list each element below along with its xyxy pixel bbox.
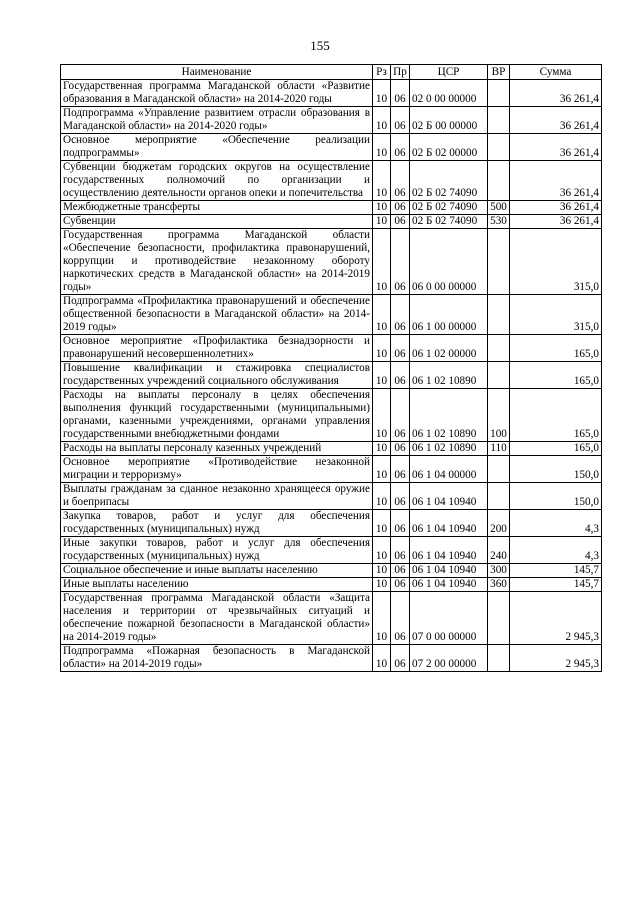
header-sum: Сумма [510, 65, 602, 80]
cell-sum: 2 945,3 [510, 645, 602, 672]
cell-rz: 10 [373, 201, 391, 215]
cell-name: Подпрограмма «Управление развитием отрасли образования в Магаданской области» на 2014-2020 годы» [61, 107, 373, 134]
table-row [61, 134, 602, 161]
cell-vr [488, 335, 510, 362]
cell-sum: 165,0 [510, 362, 602, 389]
table-row [61, 335, 602, 362]
table-row [61, 456, 602, 483]
table-row [61, 201, 602, 215]
cell-pr: 06 [391, 295, 410, 335]
table-body [61, 80, 602, 672]
cell-rz: 10 [373, 362, 391, 389]
header-vr: ВР [488, 65, 510, 80]
cell-sum: 145,7 [510, 564, 602, 578]
cell-csr: 02 Б 02 74090 [410, 161, 488, 201]
table-row [61, 578, 602, 592]
cell-pr: 06 [391, 564, 410, 578]
cell-pr: 06 [391, 80, 410, 107]
table-row [61, 215, 602, 229]
cell-sum: 36 261,4 [510, 134, 602, 161]
cell-vr: 110 [488, 442, 510, 456]
cell-vr: 500 [488, 201, 510, 215]
cell-sum: 4,3 [510, 510, 602, 537]
cell-rz: 10 [373, 645, 391, 672]
cell-vr: 360 [488, 578, 510, 592]
cell-pr: 06 [391, 161, 410, 201]
cell-name: Государственная программа Магаданской области «Защита населения и территории от чрезвычайных ситуаций и обеспечение пожарной безопасности в Магаданской области» на 2014-2019 годы» [61, 592, 373, 645]
cell-vr [488, 229, 510, 295]
cell-sum: 4,3 [510, 537, 602, 564]
cell-sum: 165,0 [510, 442, 602, 456]
cell-rz: 10 [373, 107, 391, 134]
cell-name: Основное мероприятие «Обеспечение реализации подпрограммы» [61, 134, 373, 161]
cell-pr: 06 [391, 215, 410, 229]
cell-csr: 06 1 04 10940 [410, 564, 488, 578]
table-row [61, 592, 602, 645]
cell-vr [488, 362, 510, 389]
cell-vr [488, 645, 510, 672]
cell-csr: 02 Б 00 00000 [410, 107, 488, 134]
cell-rz: 10 [373, 564, 391, 578]
cell-rz: 10 [373, 592, 391, 645]
cell-name: Межбюджетные трансферты [61, 201, 373, 215]
cell-name: Государственная программа Магаданской области «Обеспечение безопасности, профилактика правонарушений, коррупции и противодействие незаконному обороту наркотических средств в Магаданской области» на 2014-2019 годы» [61, 229, 373, 295]
cell-rz: 10 [373, 335, 391, 362]
cell-rz: 10 [373, 229, 391, 295]
cell-rz: 10 [373, 134, 391, 161]
cell-sum: 36 261,4 [510, 201, 602, 215]
cell-name: Государственная программа Магаданской области «Развитие образования в Магаданской области» на 2014-2020 годы [61, 80, 373, 107]
cell-sum: 315,0 [510, 295, 602, 335]
cell-csr: 06 1 04 10940 [410, 578, 488, 592]
cell-vr [488, 161, 510, 201]
cell-csr: 06 1 02 10890 [410, 389, 488, 442]
cell-pr: 06 [391, 107, 410, 134]
cell-pr: 06 [391, 134, 410, 161]
cell-vr [488, 134, 510, 161]
cell-sum: 165,0 [510, 335, 602, 362]
cell-csr: 06 1 04 10940 [410, 537, 488, 564]
table-header-row [61, 65, 602, 80]
cell-rz: 10 [373, 295, 391, 335]
cell-sum: 150,0 [510, 483, 602, 510]
header-pr: Пр [391, 65, 410, 80]
cell-csr: 07 0 00 00000 [410, 592, 488, 645]
cell-pr: 06 [391, 335, 410, 362]
table-row [61, 564, 602, 578]
cell-rz: 10 [373, 215, 391, 229]
cell-name: Повышение квалификации и стажировка специалистов государственных учреждений социального обслуживания [61, 362, 373, 389]
cell-pr: 06 [391, 510, 410, 537]
cell-pr: 06 [391, 201, 410, 215]
cell-name: Иные выплаты населению [61, 578, 373, 592]
cell-csr: 02 Б 02 74090 [410, 215, 488, 229]
cell-sum: 36 261,4 [510, 80, 602, 107]
cell-name: Подпрограмма «Профилактика правонарушений и обеспечение общественной безопасности в Магаданской области» на 2014-2019 годы» [61, 295, 373, 335]
cell-csr: 06 1 00 00000 [410, 295, 488, 335]
cell-csr: 06 1 02 00000 [410, 335, 488, 362]
table-row [61, 80, 602, 107]
table-row [61, 442, 602, 456]
cell-csr: 06 1 02 10890 [410, 442, 488, 456]
cell-sum: 36 261,4 [510, 215, 602, 229]
cell-rz: 10 [373, 483, 391, 510]
cell-pr: 06 [391, 362, 410, 389]
cell-csr: 06 1 04 10940 [410, 510, 488, 537]
table-row [61, 161, 602, 201]
header-rz: Рз [373, 65, 391, 80]
cell-pr: 06 [391, 537, 410, 564]
cell-vr [488, 592, 510, 645]
table-row [61, 537, 602, 564]
cell-rz: 10 [373, 80, 391, 107]
cell-pr: 06 [391, 645, 410, 672]
cell-sum: 145,7 [510, 578, 602, 592]
table-row [61, 362, 602, 389]
cell-name: Расходы на выплаты персоналу казенных учреждений [61, 442, 373, 456]
cell-pr: 06 [391, 389, 410, 442]
cell-csr: 06 0 00 00000 [410, 229, 488, 295]
table-row [61, 229, 602, 295]
cell-sum: 2 945,3 [510, 592, 602, 645]
cell-name: Подпрограмма «Пожарная безопасность в Магаданской области» на 2014-2019 годы» [61, 645, 373, 672]
cell-name: Выплаты гражданам за сданное незаконно хранящееся оружие и боеприпасы [61, 483, 373, 510]
cell-vr [488, 483, 510, 510]
cell-vr [488, 80, 510, 107]
table-row [61, 510, 602, 537]
cell-vr: 200 [488, 510, 510, 537]
table-row [61, 295, 602, 335]
cell-sum: 36 261,4 [510, 161, 602, 201]
cell-csr: 02 Б 02 00000 [410, 134, 488, 161]
cell-csr: 06 1 02 10890 [410, 362, 488, 389]
header-name: Наименование [61, 65, 373, 80]
cell-rz: 10 [373, 389, 391, 442]
cell-sum: 150,0 [510, 456, 602, 483]
cell-pr: 06 [391, 592, 410, 645]
cell-pr: 06 [391, 578, 410, 592]
cell-pr: 06 [391, 229, 410, 295]
cell-rz: 10 [373, 456, 391, 483]
cell-name: Социальное обеспечение и иные выплаты населению [61, 564, 373, 578]
cell-name: Основное мероприятие «Противодействие незаконной миграции и терроризму» [61, 456, 373, 483]
table-row [61, 389, 602, 442]
cell-vr: 300 [488, 564, 510, 578]
cell-vr: 240 [488, 537, 510, 564]
cell-pr: 06 [391, 483, 410, 510]
cell-rz: 10 [373, 578, 391, 592]
table-row [61, 107, 602, 134]
cell-name: Субвенции бюджетам городских округов на осуществление государственных полномочий по организации и осуществлению деятельности органов опеки и попечительства [61, 161, 373, 201]
table-row [61, 483, 602, 510]
budget-table [60, 64, 602, 672]
cell-vr: 530 [488, 215, 510, 229]
cell-rz: 10 [373, 442, 391, 456]
cell-vr: 100 [488, 389, 510, 442]
cell-csr: 02 0 00 00000 [410, 80, 488, 107]
page-number: 155 [310, 38, 330, 53]
cell-pr: 06 [391, 456, 410, 483]
cell-sum: 315,0 [510, 229, 602, 295]
cell-name: Иные закупки товаров, работ и услуг для обеспечения государственных (муниципальных) нужд [61, 537, 373, 564]
table-row [61, 645, 602, 672]
cell-vr [488, 456, 510, 483]
cell-csr: 06 1 04 10940 [410, 483, 488, 510]
cell-vr [488, 107, 510, 134]
cell-csr: 07 2 00 00000 [410, 645, 488, 672]
cell-csr: 02 Б 02 74090 [410, 201, 488, 215]
cell-rz: 10 [373, 161, 391, 201]
cell-vr [488, 295, 510, 335]
cell-rz: 10 [373, 537, 391, 564]
cell-name: Закупка товаров, работ и услуг для обеспечения государственных (муниципальных) нужд [61, 510, 373, 537]
cell-sum: 36 261,4 [510, 107, 602, 134]
cell-sum: 165,0 [510, 389, 602, 442]
cell-pr: 06 [391, 442, 410, 456]
cell-name: Расходы на выплаты персоналу в целях обеспечения выполнения функций государственными (муниципальными) органами, казенными учреждениями, органами управления государственными внебюджетными фондами [61, 389, 373, 442]
cell-csr: 06 1 04 00000 [410, 456, 488, 483]
cell-name: Основное мероприятие «Профилактика безнадзорности и правонарушений несовершеннолетних» [61, 335, 373, 362]
cell-rz: 10 [373, 510, 391, 537]
cell-name: Субвенции [61, 215, 373, 229]
header-csr: ЦСР [410, 65, 488, 80]
